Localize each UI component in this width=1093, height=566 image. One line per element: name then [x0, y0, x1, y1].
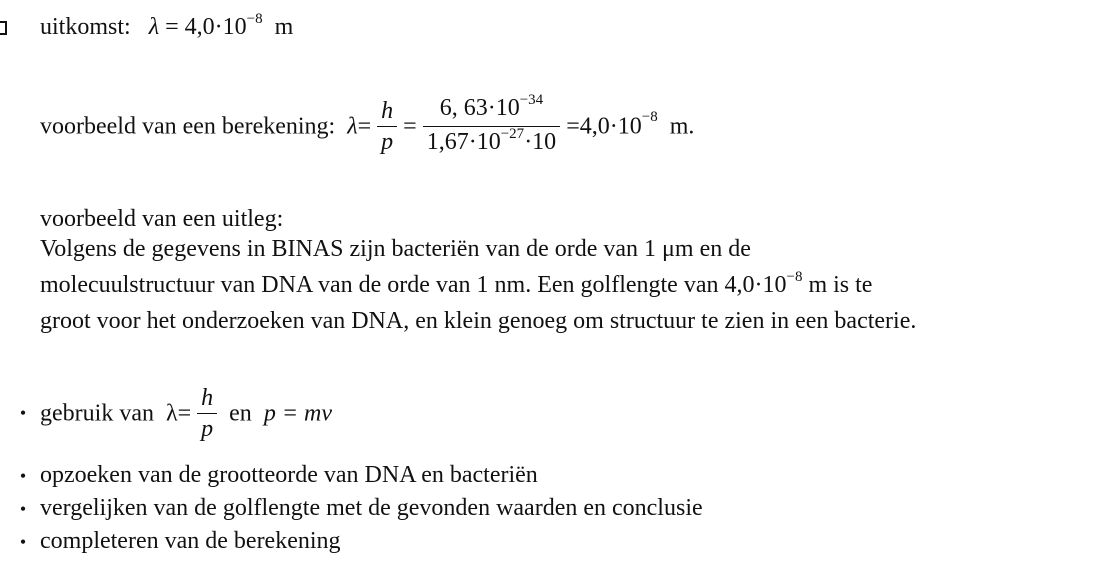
criteria-item-1-prefix: gebruik van: [40, 400, 154, 427]
calculation-equals-2: =: [403, 113, 417, 140]
result-exponent: −8: [641, 109, 658, 126]
outcome-lambda: λ: [148, 14, 160, 40]
bullet-icon: •: [19, 466, 27, 486]
calculation-label: voorbeeld van een berekening:: [40, 113, 336, 140]
outcome-unit: m: [274, 14, 294, 40]
criteria-item-1-middle: en: [229, 400, 252, 427]
fraction-h-over-p: [377, 96, 397, 157]
fraction-values-numerator: [423, 93, 560, 126]
fraction-values-denominator: [423, 127, 560, 160]
checkbox-icon: [0, 21, 7, 35]
numerator-exponent: −34: [519, 92, 544, 108]
bullet-icon: •: [19, 499, 27, 519]
calculation-lambda: λ: [347, 113, 358, 140]
fraction-numerator: h: [381, 98, 394, 124]
explanation-line-2-text: molecuulstructuur van DNA van de orde van 1 nm. Een golflengte van: [40, 272, 719, 298]
criteria-fraction-denominator: p: [201, 416, 214, 442]
outcome-mantissa: 4,0·10: [184, 14, 247, 40]
result-mantissa: 4,0·10: [579, 113, 642, 140]
calculation-equals-1: =: [357, 113, 372, 140]
denominator-tail: ·10: [524, 129, 557, 155]
denominator-mantissa: 1,67·10: [426, 129, 501, 155]
outcome-equals: =: [165, 14, 179, 40]
criteria-fraction-h-over-p: [197, 383, 217, 444]
explanation-line-3: groot voor het onderzoeken van DNA, en klein genoeg om structuur te zien in een bacterie.: [40, 308, 917, 334]
explanation-wavelength-mantissa: 4,0·10: [724, 272, 787, 298]
criteria-item-3: vergelijken van de golflengte met de gevonden waarden en conclusie: [40, 495, 703, 521]
explanation-line-2-end: m is te: [808, 272, 873, 298]
fraction-denominator: p: [381, 129, 394, 155]
calculation-equals-3: =: [566, 113, 580, 140]
criteria-fraction-numerator: h: [201, 385, 214, 411]
numerator-mantissa: 6, 63·10: [439, 95, 520, 121]
criteria-item-4: completeren van de berekening: [40, 528, 341, 554]
outcome-line: [40, 11, 294, 41]
bullet-icon: •: [19, 532, 27, 552]
explanation-wavelength-exponent: −8: [786, 269, 803, 285]
fraction-values: [423, 93, 560, 160]
explanation-line-1: Volgens de gegevens in BINAS zijn bacteriën van de orde van 1 μm en de: [40, 236, 751, 262]
criteria-momentum-formula: p = mv: [263, 400, 332, 427]
outcome-label: uitkomst:: [40, 14, 131, 40]
explanation-line-2: [40, 269, 873, 299]
result-unit: m.: [669, 113, 695, 140]
bullet-icon: •: [19, 403, 27, 423]
criteria-lambda: λ: [165, 400, 178, 427]
outcome-exponent: −8: [246, 11, 263, 27]
criteria-equals: =: [177, 400, 192, 427]
criteria-item-1: [40, 383, 332, 444]
calculation-line: [40, 93, 694, 160]
criteria-item-2: opzoeken van de grootteorde van DNA en bacteriën: [40, 462, 538, 488]
denominator-exponent: −27: [500, 126, 525, 142]
explanation-heading: voorbeeld van een uitleg:: [40, 206, 284, 232]
